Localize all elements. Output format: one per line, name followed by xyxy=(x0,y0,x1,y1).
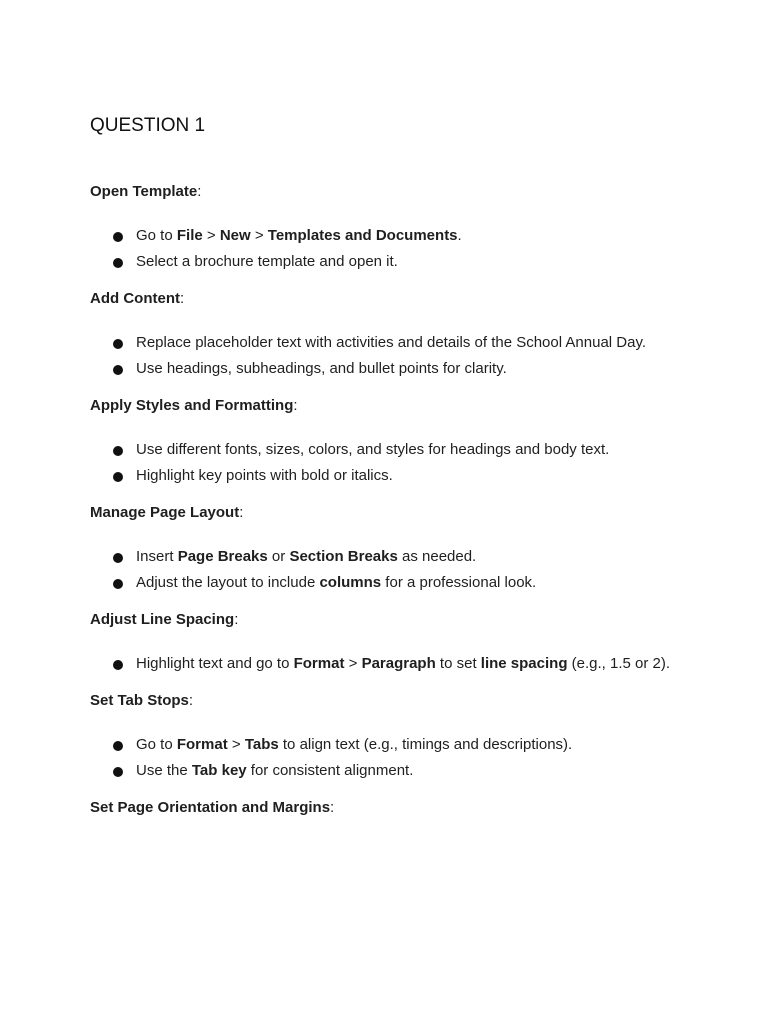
bullet-icon xyxy=(113,446,123,456)
text-run: as needed. xyxy=(397,548,477,565)
section xyxy=(90,503,680,596)
text-run: Insert xyxy=(136,548,178,565)
list-item xyxy=(90,356,680,382)
text-run: Go to xyxy=(136,227,177,244)
section xyxy=(90,396,680,489)
text-run: Use headings, subheadings, and bullet points for clarity. xyxy=(136,360,507,377)
section xyxy=(90,289,680,382)
list-item xyxy=(90,544,680,570)
section-heading xyxy=(90,610,680,630)
bold-text: Tab key xyxy=(191,762,247,779)
section-heading-text: Adjust Line Spacing xyxy=(90,611,235,628)
heading-colon: : xyxy=(234,611,239,628)
text-run: > xyxy=(344,655,362,672)
bullet-icon xyxy=(113,579,123,589)
list-item xyxy=(90,249,680,275)
text-run: Use different fonts, sizes, colors, and styles for headings and body text. xyxy=(136,441,610,458)
list-item xyxy=(90,437,680,463)
text-run: > xyxy=(202,227,220,244)
sections-container xyxy=(90,182,680,818)
text-run: (e.g., 1.5 or 2). xyxy=(567,655,671,672)
bullet-icon xyxy=(113,258,123,268)
text-run: to set xyxy=(435,655,481,672)
bullet-list xyxy=(90,651,680,677)
text-run: for consistent alignment. xyxy=(246,762,414,779)
text-run: > xyxy=(227,736,245,753)
bullet-icon xyxy=(113,741,123,751)
list-item xyxy=(90,570,680,596)
bold-text: line spacing xyxy=(480,655,568,672)
list-item xyxy=(90,651,680,677)
page-title: QUESTION 1 xyxy=(90,115,206,136)
text-run: Adjust the layout to include xyxy=(136,574,320,591)
list-item xyxy=(90,223,680,249)
text-run: > xyxy=(250,227,268,244)
section-heading xyxy=(90,182,680,202)
text-run: Select a brochure template and open it. xyxy=(136,253,398,270)
bullet-icon xyxy=(113,553,123,563)
section xyxy=(90,798,680,818)
bold-text: columns xyxy=(319,574,382,591)
heading-colon: : xyxy=(179,290,185,307)
text-run: Highlight text and go to xyxy=(136,655,294,672)
section-heading-text: Manage Page Layout xyxy=(90,504,240,521)
section-heading xyxy=(90,396,680,416)
heading-colon: : xyxy=(188,692,194,709)
section-heading-text: Open Template xyxy=(90,183,198,200)
bullet-icon xyxy=(113,767,123,777)
section-heading-text: Set Tab Stops xyxy=(90,692,189,709)
bold-text: Paragraph xyxy=(361,655,436,672)
bold-text: Tabs xyxy=(244,736,279,753)
text-run: Replace placeholder text with activities and details of the School Annual Day. xyxy=(136,334,647,351)
bold-text: Templates and Documents xyxy=(267,227,458,244)
bullet-list xyxy=(90,330,680,382)
bold-text: New xyxy=(219,227,251,244)
bold-text: Format xyxy=(293,655,345,672)
list-item xyxy=(90,330,680,356)
bold-text: Page Breaks xyxy=(177,548,268,565)
section xyxy=(90,691,680,784)
bold-text: Format xyxy=(176,736,228,753)
section-heading xyxy=(90,289,680,309)
text-run: Use the xyxy=(136,762,192,779)
bullet-icon xyxy=(113,232,123,242)
heading-colon: : xyxy=(293,397,298,414)
section xyxy=(90,182,680,275)
heading-colon: : xyxy=(197,183,202,200)
section-heading-text: Set Page Orientation and Margins xyxy=(90,799,331,816)
text-run: Go to xyxy=(136,736,177,753)
heading-colon: : xyxy=(239,504,244,521)
section-heading xyxy=(90,503,680,523)
bold-text: Section Breaks xyxy=(289,548,398,565)
list-item xyxy=(90,732,680,758)
text-run: for a professional look. xyxy=(381,574,537,591)
section-heading xyxy=(90,798,680,818)
bullet-icon xyxy=(113,339,123,349)
section xyxy=(90,610,680,677)
bullet-icon xyxy=(113,472,123,482)
bullet-list xyxy=(90,544,680,596)
section-heading xyxy=(90,691,680,711)
bullet-icon xyxy=(113,365,123,375)
bullet-list xyxy=(90,732,680,784)
bold-text: File xyxy=(176,227,203,244)
bullet-list xyxy=(90,223,680,275)
bullet-list xyxy=(90,437,680,489)
bullet-icon xyxy=(113,660,123,670)
list-item xyxy=(90,463,680,489)
text-run: Highlight key points with bold or italics. xyxy=(136,467,393,484)
section-heading-text: Apply Styles and Formatting xyxy=(90,397,294,414)
text-run: . xyxy=(457,227,462,244)
section-heading-text: Add Content xyxy=(90,290,180,307)
text-run: to align text (e.g., timings and descriptions). xyxy=(278,736,573,753)
heading-colon: : xyxy=(330,799,335,816)
text-run: or xyxy=(267,548,290,565)
list-item xyxy=(90,758,680,784)
document-page xyxy=(90,112,680,839)
